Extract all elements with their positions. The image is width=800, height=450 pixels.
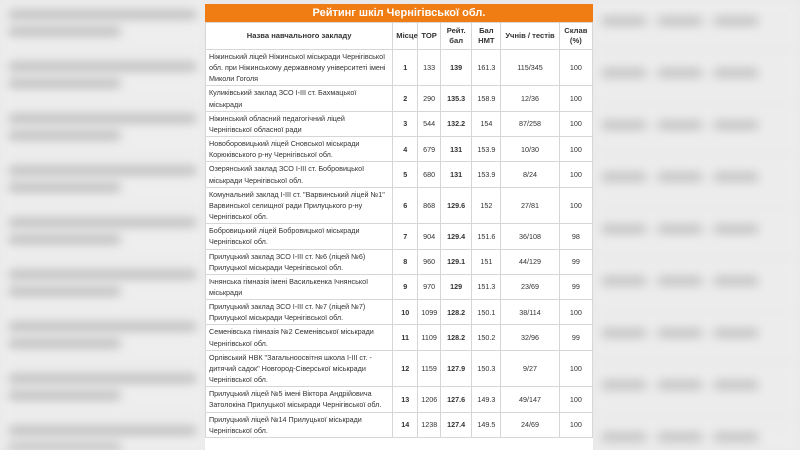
top-cell: 680	[418, 162, 441, 187]
pct-cell: 100	[559, 50, 592, 86]
nmt-cell: 149.3	[472, 387, 501, 412]
column-header-place: Місце	[393, 23, 418, 50]
pct-cell: 99	[559, 325, 592, 350]
school-name-cell: Новоборовицький ліцей Сновської міськради Корюківського р-ну Чернігівської обл.	[206, 137, 393, 162]
column-header-students: Учнів / тестів	[501, 23, 559, 50]
top-cell: 290	[418, 86, 441, 111]
school-name-cell: Орлівський НВК "Загальноосвітня школа І-ІІІ ст. - дитячий садок" Новгород-Сіверської міськради Чернігівської обл.	[206, 350, 393, 386]
table-header-row	[206, 23, 593, 50]
top-cell: 904	[418, 224, 441, 249]
students-cell: 12/36	[501, 86, 559, 111]
students-cell: 49/147	[501, 387, 559, 412]
table-body	[206, 50, 593, 438]
score-cell: 139	[441, 50, 472, 86]
place-cell: 12	[393, 350, 418, 386]
score-cell: 129.4	[441, 224, 472, 249]
table-row	[206, 350, 593, 386]
top-cell: 1099	[418, 300, 441, 325]
students-cell: 24/69	[501, 412, 559, 437]
pct-cell: 98	[559, 224, 592, 249]
blurred-background-left	[0, 0, 205, 450]
pct-cell: 100	[559, 162, 592, 187]
score-cell: 127.6	[441, 387, 472, 412]
place-cell: 6	[393, 187, 418, 223]
column-header-name: Назва навчального закладу	[206, 23, 393, 50]
school-name-cell: Бобровицький ліцей Бобровицької міськради Чернігівської обл.	[206, 224, 393, 249]
school-name-cell: Ніжинський обласний педагогічний ліцей Чернігівської обласної ради	[206, 111, 393, 136]
table-row	[206, 387, 593, 412]
students-cell: 23/69	[501, 274, 559, 299]
school-name-cell: Озерянський заклад ЗСО І-ІІІ ст. Бобровицької міськради Чернігівської обл.	[206, 162, 393, 187]
column-header-pct: Склав (%)	[559, 23, 592, 50]
top-cell: 960	[418, 249, 441, 274]
table-row	[206, 274, 593, 299]
pct-cell: 100	[559, 350, 592, 386]
table-row	[206, 412, 593, 437]
students-cell: 8/24	[501, 162, 559, 187]
school-name-cell: Куликівський заклад ЗСО І-ІІІ ст. Бахмацької міськради	[206, 86, 393, 111]
students-cell: 115/345	[501, 50, 559, 86]
nmt-cell: 161.3	[472, 50, 501, 86]
table-row	[206, 137, 593, 162]
table-row	[206, 300, 593, 325]
nmt-cell: 152	[472, 187, 501, 223]
school-name-cell: Прилуцький заклад ЗСО І-ІІІ ст. №6 (ліцей №6) Прилуцької міськради Чернігівської обл.	[206, 249, 393, 274]
score-cell: 135.3	[441, 86, 472, 111]
score-cell: 129	[441, 274, 472, 299]
school-name-cell: Ніжинський ліцей Ніжинської міськради Чернігівської обл. при Ніжинському державному університеті імені Миколи Гоголя	[206, 50, 393, 86]
place-cell: 5	[393, 162, 418, 187]
top-cell: 1159	[418, 350, 441, 386]
score-cell: 131	[441, 162, 472, 187]
place-cell: 8	[393, 249, 418, 274]
table-row	[206, 86, 593, 111]
nmt-cell: 149.5	[472, 412, 501, 437]
students-cell: 9/27	[501, 350, 559, 386]
score-cell: 129.6	[441, 187, 472, 223]
pct-cell: 100	[559, 300, 592, 325]
nmt-cell: 154	[472, 111, 501, 136]
score-cell: 128.2	[441, 325, 472, 350]
score-cell: 132.2	[441, 111, 472, 136]
top-cell: 1238	[418, 412, 441, 437]
school-name-cell: Семенівська гімназія №2 Семенівської міськради Чернігівської обл.	[206, 325, 393, 350]
place-cell: 1	[393, 50, 418, 86]
ranking-title: Рейтинг шкіл Чернігівської обл.	[205, 4, 593, 22]
nmt-cell: 153.9	[472, 162, 501, 187]
column-header-top: TOP	[418, 23, 441, 50]
table-row	[206, 111, 593, 136]
place-cell: 13	[393, 387, 418, 412]
nmt-cell: 151	[472, 249, 501, 274]
pct-cell: 100	[559, 86, 592, 111]
students-cell: 36/108	[501, 224, 559, 249]
blurred-background-right	[593, 0, 800, 450]
top-cell: 679	[418, 137, 441, 162]
school-name-cell: Прилуцький заклад ЗСО І-ІІІ ст. №7 (ліцей №7) Прилуцької міськради Чернігівської обл.	[206, 300, 393, 325]
place-cell: 14	[393, 412, 418, 437]
column-header-nmt: Бал НМТ	[472, 23, 501, 50]
place-cell: 2	[393, 86, 418, 111]
pct-cell: 100	[559, 187, 592, 223]
pct-cell: 100	[559, 111, 592, 136]
score-cell: 129.1	[441, 249, 472, 274]
nmt-cell: 150.2	[472, 325, 501, 350]
place-cell: 10	[393, 300, 418, 325]
nmt-cell: 151.3	[472, 274, 501, 299]
ranking-panel	[205, 4, 593, 450]
nmt-cell: 151.6	[472, 224, 501, 249]
column-header-score: Рейт. бал	[441, 23, 472, 50]
students-cell: 27/81	[501, 187, 559, 223]
top-cell: 970	[418, 274, 441, 299]
nmt-cell: 158.9	[472, 86, 501, 111]
place-cell: 7	[393, 224, 418, 249]
top-cell: 133	[418, 50, 441, 86]
school-name-cell: Комунальний заклад І-ІІІ ст. "Варвинський ліцей №1" Варвинської селищної ради Прилуцького р-ну Чернігівської обл.	[206, 187, 393, 223]
school-name-cell: Прилуцький ліцей №5 імені Віктора Андрійовича Затолокіна Прилуцької міськради Чернігівської обл.	[206, 387, 393, 412]
students-cell: 87/258	[501, 111, 559, 136]
score-cell: 127.4	[441, 412, 472, 437]
place-cell: 3	[393, 111, 418, 136]
pct-cell: 99	[559, 274, 592, 299]
top-cell: 1109	[418, 325, 441, 350]
nmt-cell: 153.9	[472, 137, 501, 162]
place-cell: 9	[393, 274, 418, 299]
pct-cell: 100	[559, 137, 592, 162]
ranking-table	[205, 22, 593, 438]
score-cell: 127.9	[441, 350, 472, 386]
table-row	[206, 224, 593, 249]
students-cell: 44/129	[501, 249, 559, 274]
top-cell: 544	[418, 111, 441, 136]
score-cell: 128.2	[441, 300, 472, 325]
school-name-cell: Ічнянська гімназія імені Василькенка Ічнянської міськради	[206, 274, 393, 299]
pct-cell: 100	[559, 412, 592, 437]
table-row	[206, 249, 593, 274]
school-name-cell: Прилуцький ліцей №14 Прилуцької міськради Чернігівської обл.	[206, 412, 393, 437]
table-row	[206, 162, 593, 187]
place-cell: 4	[393, 137, 418, 162]
table-row	[206, 187, 593, 223]
table-row	[206, 325, 593, 350]
top-cell: 1206	[418, 387, 441, 412]
nmt-cell: 150.1	[472, 300, 501, 325]
students-cell: 10/30	[501, 137, 559, 162]
top-cell: 868	[418, 187, 441, 223]
place-cell: 11	[393, 325, 418, 350]
nmt-cell: 150.3	[472, 350, 501, 386]
students-cell: 38/114	[501, 300, 559, 325]
table-row	[206, 50, 593, 86]
students-cell: 32/96	[501, 325, 559, 350]
pct-cell: 99	[559, 249, 592, 274]
pct-cell: 100	[559, 387, 592, 412]
score-cell: 131	[441, 137, 472, 162]
